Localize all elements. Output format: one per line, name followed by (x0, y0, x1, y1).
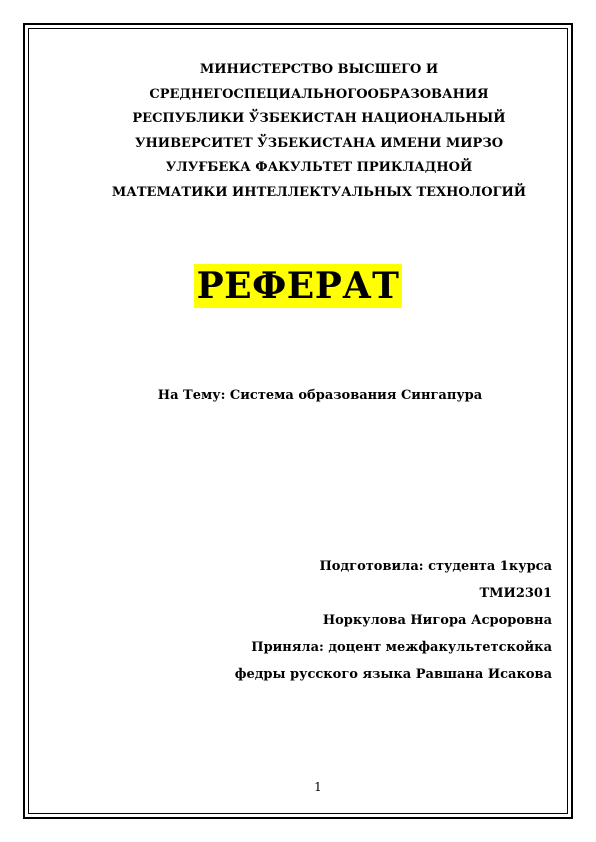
header-line: УЛУҒБЕКА ФАКУЛЬТЕТ ПРИКЛАДНОЙ (165, 160, 473, 175)
header-line: СРЕДНЕГОСПЕЦИАЛЬНОГООБРАЗОВАНИЯ (149, 86, 489, 102)
header-line: МАТЕМАТИКИ ИНТЕЛЛЕКТУАЛЬНЫХ ТЕХНОЛОГИЙ (111, 184, 527, 200)
title-container (0, 264, 596, 308)
topic-line: На Тему: Система образования Сингапура (157, 388, 483, 403)
header-line: УНИВЕРСИТЕТ ЎЗБЕКИСТАНА ИМЕНИ МИРЗО (134, 135, 504, 151)
header-line: РЕСПУБЛИКИ ЎЗБЕКИСТАН НАЦИОНАЛЬНЫЙ (132, 111, 506, 126)
author-line: Приняла: доцент межфакультетскойка (251, 640, 552, 655)
document-title: РЕФЕРАТ (194, 264, 403, 308)
page-number: 1 (314, 780, 322, 794)
author-line: ТМИ2301 (479, 586, 552, 601)
author-line: Норкулова Нигора Асроровна (322, 613, 552, 628)
author-line: Подготовила: студента 1курса (319, 559, 552, 574)
header-line: МИНИСТЕРСТВО ВЫСШЕГО И (199, 62, 439, 77)
author-line: федры русского языка Равшана Исакова (234, 667, 552, 682)
institution-header (60, 58, 578, 205)
author-block (235, 553, 552, 688)
